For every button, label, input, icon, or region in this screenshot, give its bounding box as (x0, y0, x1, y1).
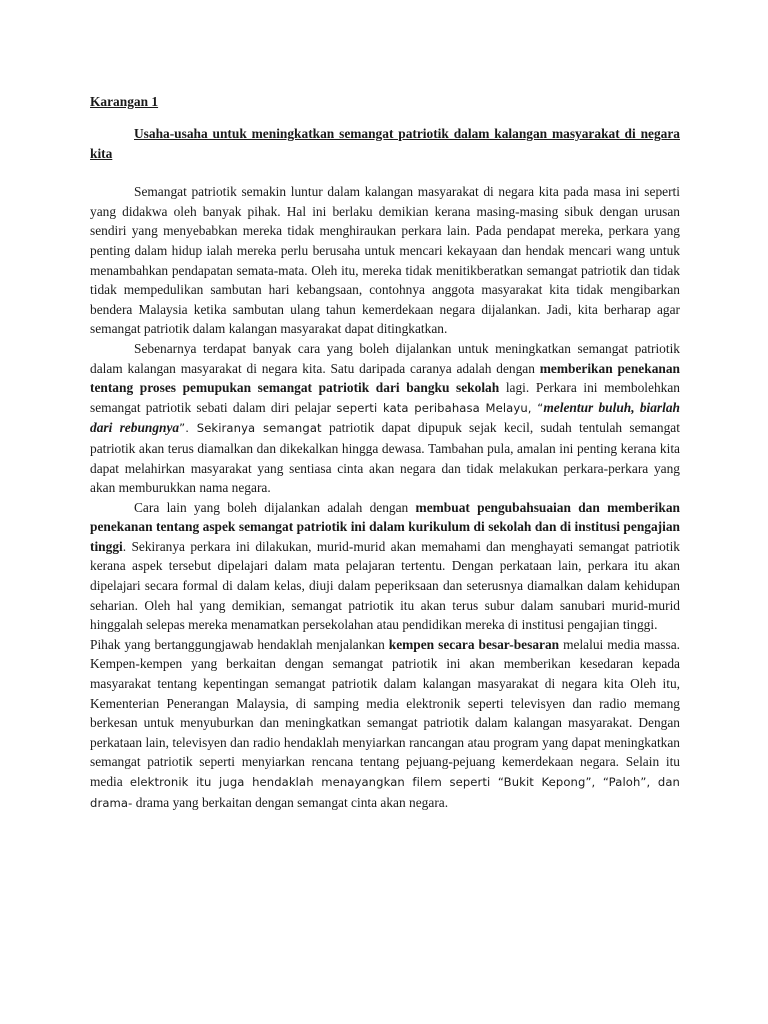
paragraph-3-key-point: membuat pengubahsuaian dan memberikan penekanan tentang aspek semangat patriotik ini dalam kurikulum di sekolah dan di institusi pengajian tinggi (90, 499, 680, 554)
essay-title: Usaha-usaha untuk meningkatkan semangat patriotik dalam kalangan masyarakat di negara kita (90, 126, 680, 161)
paragraph-4-text-a: Pihak yang bertanggungjawab hendaklah menjalankan (90, 636, 389, 652)
paragraph-2-text-d: seperti kata peribahasa Melayu, “ (336, 400, 544, 415)
paragraph-2-text-c: lagi. Perkara ini membolehkan semangat patriotik sebati dalam diri pelajar (90, 380, 680, 415)
paragraph-4-text-c: melalui media massa. Kempen-kempen yang berkaitan dengan semangat patriotik ini akan memberikan kesedaran kepada masyarakat tentang kepentingan semangat patriotik dalam kalangan masyarakat di negara kita Oleh itu, Kementerian Penerangan Malaysia, di samping media elektronik seperti televisyen dan radio memang berkesan untuk menyuburkan dan meningkatkan semangat patriotik dalam kalangan masyarakat. Dengan perkataan lain, televisyen dan radio hendaklah menyiarkan rancangan atau program yang dapat meningkatkan semangat patriotik seperti menyiarkan rencana tentang pejuang-pejuang kemerdekaan negara. Selain itu media (90, 636, 680, 789)
paragraph-3-text-a: Cara lain yang boleh dijalankan adalah dengan (134, 499, 416, 515)
paragraph-point-2 (90, 498, 680, 635)
paragraph-4-text-e: drama yang berkaitan dengan semangat cinta akan negara. (132, 794, 449, 810)
paragraph-introduction (90, 182, 680, 339)
paragraph-4-text-d: elektronik itu juga hendaklah menayangkan filem seperti “Bukit Kepong”, “Paloh”, dan drama- (90, 775, 680, 810)
essay-label: Karangan 1 (90, 94, 159, 109)
paragraph-1-text: Semangat patriotik semakin luntur dalam kalangan masyarakat di negara kita pada masa ini seperti yang didakwa oleh banyak pihak. Hal ini berlaku demikian kerana masing-masing sibuk dengan urusan sendiri yang menyebabkan mereka tidak menghiraukan perkara lain. Pada pendapat mereka, perkara yang penting dalam hidup ialah mereka perlu berusaha untuk mencari kekayaan dan hendak mencari wang untuk menambahkan pendapatan semata-mata. Oleh itu, mereka tidak menitikberatkan semangat patriotik dan tidak tidak mempedulikan sambutan hari kebangsaan, contohnya anggota masyarakat kita tidak mengibarkan bendera Malaysia ketika sambutan ulang tahun kemerdekaan negara dijalankan. Jadi, kita berharap agar semangat patriotik dalam kalangan masyarakat dapat ditingkatkan. (90, 184, 680, 337)
paragraph-3-text-c: . Sekiranya perkara ini dilakukan, murid-murid akan memahami dan menghayati semangat patriotik kerana aspek tersebut dipelajari dalam mata pelajaran tertentu. Dengan perkataan lain, perkara itu akan dipelajari secara formal di dalam kelas, diuji dalam peperiksaan dan seterusnya diamalkan dalam kehidupan seharian. Oleh hal yang demikian, semangat patriotik itu akan terus subur dalam sanubari murid-murid hinggalah selepas mereka menamatkan persekolahan atau pendidikan mereka di institusi pengajian tinggi. (90, 538, 680, 633)
proverb-quote: melentur buluh, biarlah dari rebungnya (90, 399, 680, 436)
paragraph-2-key-point: memberikan penekanan tentang proses pemupukan semangat patriotik dari bangku sekolah (90, 360, 680, 396)
paragraph-2-text-a: Sebenarnya terdapat banyak cara yang boleh dijalankan untuk meningkatkan semangat patriotik dalam kalangan masyarakat di negara kita. Satu daripada caranya adalah dengan (90, 340, 680, 376)
paragraph-2-text-g: patriotik dapat dipupuk sejak kecil, sudah tentulah semangat patriotik akan terus diamalkan dan dikekalkan hingga dewasa. Tambahan pula, amalan ini penting kerana kita dapat melahirkan masyarakat yang sentiasa cinta akan negara dan tidak melakukan perkara-perkara yang akan memburukkan nama negara. (90, 420, 680, 496)
paragraph-4-key-point: kempen secara besar-besaran (388, 636, 560, 652)
paragraph-2-text-f: ”. Sekiranya semangat (179, 421, 322, 436)
document-page (90, 92, 680, 813)
paragraph-point-1 (90, 339, 680, 498)
paragraph-point-3 (90, 635, 680, 813)
